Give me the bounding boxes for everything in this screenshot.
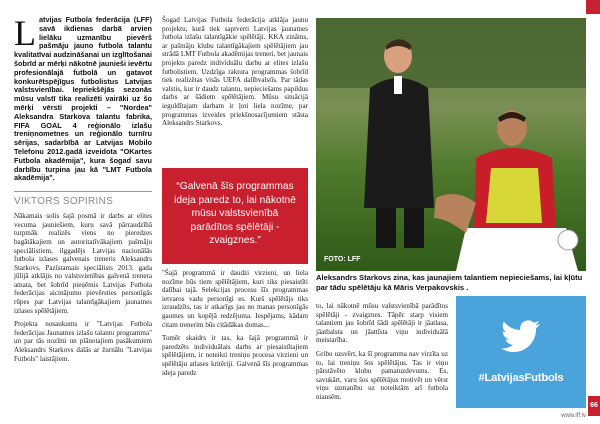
body-paragraph: Gribu uzsvērt, ka šī programma nav virzīta uz to, lai treniņu šos spēlētājus. Tas ir viņu pārstāvēto klubu pamatuzdevums. Es, savukārt, varu šos spēlētājus motivēt un vērst viņu uzmanību uz noteiktām arī futbola niansēm. [316,349,448,401]
body-paragraph: Tomēr skaidrs ir tas, ka šajā programmā ir paredzēts individuālais darbs ar piesaistītajiem spēlētājiem, ir noteikti treniņu procesa virzieni un spēlētāju atlases kritēriji. Galvenā šīs programmas ideja paredz [162,334,308,377]
page-number: 66 [588,396,600,416]
author-byline: VIKTORS SOPIRINS [14,196,114,208]
corner-tab [586,0,600,14]
drop-cap: L [14,13,36,53]
pull-quote [162,168,308,264]
twitter-bird-icon [501,320,541,352]
column-1 [14,0,152,363]
photo-credit: FOTO: LFF [324,256,361,263]
article-photo [316,18,586,271]
column-2-lower [162,264,308,377]
photo-illustration [316,18,586,271]
photo-caption: Aleksandrs Starkovs zina, kas jaunajiem talantiem nepieciešams, lai kļūtu par tādu spēlētāju kā Māris Verpakovskis . [316,273,583,292]
body-paragraph: "Šajā programmā ir daudzi virzieni, un liela nozīme būs tiem spēlētājiem, kuri tiks piesaistīti dalībai tajā. Selekcijas procesu šīs programmas ietvaros vadu personīgi es. Kurš spēlētājs tiks izraudzīts, tas ir atkarīgs jau no manas personīgās gaumes un kopējā redzējuma. Iespējams, kādam citam trenerim būs citādākas domas... [162,269,308,329]
body-paragraph: Šogad Latvijas Futbola federācija atklāja jaunu projektu, kurā tiek saptverti Latvijas jaunatnes futbola izlašu talantīgākie spēlētāji. KKA zināms, ar pašmāju klubu talantīgākajiem spēlētājiem jau strādā LMT Futbola akadēmijas treneri, bet jaunais projekts paredz individuālu darbu ar elites izlašu futbolistiem. Uzdzīga raktura programmas šobrīd tiek realizētas visās UEFA dalībvalstīs. Par tādas valstis, kur ir daudz talantu, nepieciešams papildus darbs ar šādiem spēlētājiem. Mūsu situācijā ieguldītajam darbam ir ļoti liela nozīme, par programmas izveides priekšnosacījumiem stāsta Aleksandrs Starkovs. [162,16,308,128]
twitter-hashtag-box [456,296,586,408]
lead-paragraph [14,13,152,183]
pull-quote-text: “Galvenā šīs programmas ideja paredz to, lai nākotnē mūsu valstsvienībā parādītos spēlētāji - zvaigznes.” [174,181,296,246]
divider [14,191,152,192]
lead-text: atvijas Futbola federācija (LFF) savā ikdienas darbā arvien lielāku uzmanību pievērš pašmāju jauno futbola talantu kvalitatīvai audzināšanai un izglītošanai šobrīd ar mērķi nākotnē jaunieši ievērtu profesionālajā futbolā un gatavot konkurētspējīgus futbolistus Latvijas valstsvienībai. Iepriekšējās sezonās mūsu valstī tika realizēti vairāki uz šo mērķi vērsti projekti – "Nordea" Aleksandra Starkova talantu fabrika, FIFA GOAL 4 reģionālo izlašu treniņnometnes un reģionālo turnīru sērijas, sadarbībā ar Latvijas Mobilo Telefonu 2012.gadā izveidota "OKartes Futbola akadēmija", kura šogad savu darbību turpina jau kā "LMT Futbola akadēmija". [14,15,152,183]
column-3-text [316,302,448,402]
website-url: www.lff.lv [561,413,586,419]
body-paragraph: to, lai nākotnē mūsu valstsvienībā parādītos spēlētāji - zvaigznes. Tāpēc starp visiem talantiem jau šobrīd šādi spēlētāji ir jāatlasa, jāatbalsta un jāattīsta viņu individuālā meistarība. [316,302,448,345]
body-paragraph: Nākamais solis šajā posmā ir darbs ar elites vecuma jauniešiem, kuru savā pārraudzībā turpmāk realizēs viens no pieredzes bagātākajiem un autoritatīvākajiem pašmāju speciālistiem, ilggadējs Latvijas nacionālās futbola izlases galvenais treneris Aleksandrs Starkovs. Pazīstamais speciālists 2013. gada jūlijā atklājis no valstsvienības galvenā trenera amata, bet šobrīd pieņēmis Latvijas Futbola federācijas aicinājumu pievērsties personīgās rūpes par Latvijas talantīgākajiem jaunatnes izlases spēlētājiem. [14,212,152,315]
column-2 [162,0,308,128]
body-paragraph: Projekta nosaukums ir "Latvijas Futbola federācijas Jaunatnes izlašu talantu programma" un par tās nozīmi un plānotajiem pasākumiem Aleksandrs Starkovs dalās ar žurnālu "Latvijas Futbols" laistājiem. [14,320,152,363]
hashtag-text: #LatvijasFutbols [478,372,564,384]
